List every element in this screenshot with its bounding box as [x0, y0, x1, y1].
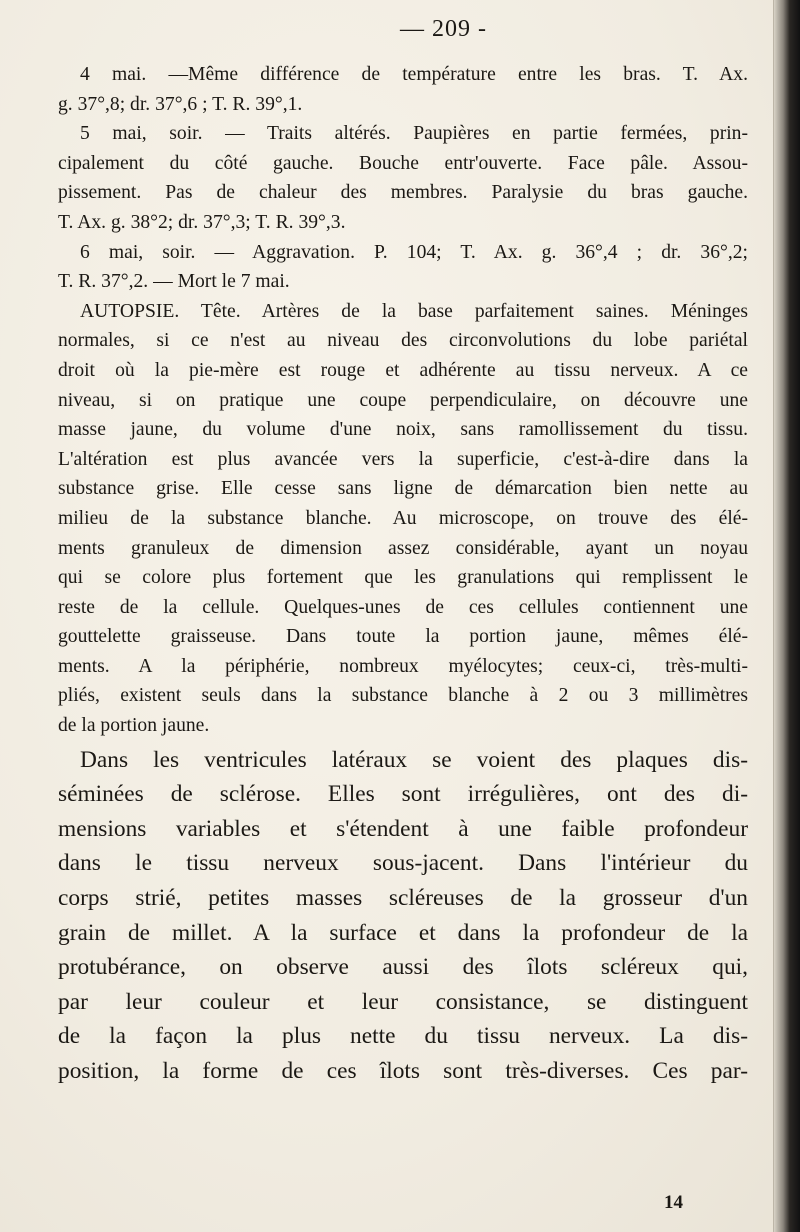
text-line: 5 mai, soir. — Traits altérés. Paupières en partie fermées, prin- — [80, 123, 748, 145]
text-line: corps strié, petites masses scléreuses de la grosseur d'un — [58, 885, 748, 912]
text-line: T. Ax. g. 38°2; dr. 37°,3; T. R. 39°,3. — [58, 211, 346, 233]
text-line: pliés, existent seuls dans la substance blanche à 2 ou 3 millimètres — [58, 685, 748, 707]
text-line: position, la forme de ces îlots sont très-diverses. Ces par- — [58, 1058, 748, 1084]
text-line: cipalement du côté gauche. Bouche entr'ouverte. Face pâle. Assou- — [58, 152, 748, 174]
text-line: reste de la cellule. Quelques-unes de ces cellules contiennent une — [58, 596, 748, 618]
text-line: séminées de sclérose. Elles sont irrégulières, ont des di- — [58, 781, 748, 808]
case-notes — [58, 60, 748, 741]
text-line: substance grise. Elle cesse sans ligne de démarcation bien nette au — [58, 478, 748, 500]
text-line: L'altération est plus avancée vers la superficie, c'est-à-dire dans la — [58, 448, 748, 470]
body-text — [58, 60, 748, 1089]
text-line: grain de millet. A la surface et dans la profondeur de la — [58, 919, 748, 946]
text-line: ments granuleux de dimension assez considérable, ayant un noyau — [58, 537, 748, 559]
text-line: qui se colore plus fortement que les granulations qui remplissent le — [58, 567, 748, 589]
page-number: — 209 - — [400, 16, 487, 42]
text-line: normales, si ce n'est au niveau des circonvolutions du lobe pariétal — [58, 330, 748, 352]
text-line: milieu de la substance blanche. Au microscope, on trouve des élé- — [58, 507, 748, 529]
text-line: niveau, si on pratique une coupe perpendiculaire, on découvre une — [58, 389, 748, 411]
text-line: pissement. Pas de chaleur des membres. Paralysie du bras gauche. — [58, 182, 748, 204]
text-line: ments. A la périphérie, nombreux myélocytes; ceux-ci, très-multi- — [58, 655, 748, 677]
text-line: T. R. 37°,2. — Mort le 7 mai. — [58, 271, 290, 293]
text-line: dans le tissu nerveux sous-jacent. Dans l'intérieur du — [58, 850, 748, 877]
text-line: droit où la pie-mère est rouge et adhérente au tissu nerveux. A ce — [58, 359, 748, 381]
main-paragraph — [58, 743, 748, 1089]
text-line: protubérance, on observe aussi des îlots scléreux qui, — [58, 954, 748, 981]
signature-mark: 14 — [664, 1192, 683, 1213]
text-line: g. 37°,8; dr. 37°,6 ; T. R. 39°,1. — [58, 93, 303, 115]
text-line: 6 mai, soir. — Aggravation. P. 104; T. Ax. g. 36°,4 ; dr. 36°,2; — [80, 241, 748, 263]
text-line: mensions variables et s'étendent à une faible profondeur — [58, 815, 748, 842]
text-line: par leur couleur et leur consistance, se distinguent — [58, 988, 748, 1015]
text-line: de la façon la plus nette du tissu nerveux. La dis- — [58, 1023, 748, 1050]
text-line: AUTOPSIE. Tête. Artères de la base parfaitement saines. Méninges — [80, 300, 748, 322]
text-line: masse jaune, du volume d'une noix, sans ramollissement du tissu. — [58, 419, 748, 441]
text-line: de la portion jaune. — [58, 715, 210, 737]
text-line: Dans les ventricules latéraux se voient des plaques dis- — [80, 746, 748, 773]
text-line: gouttelette graisseuse. Dans toute la portion jaune, mêmes élé- — [58, 626, 748, 648]
binding-edge — [774, 0, 800, 1232]
text-line: 4 mai. —Même différence de température entre les bras. T. Ax. — [80, 64, 748, 85]
